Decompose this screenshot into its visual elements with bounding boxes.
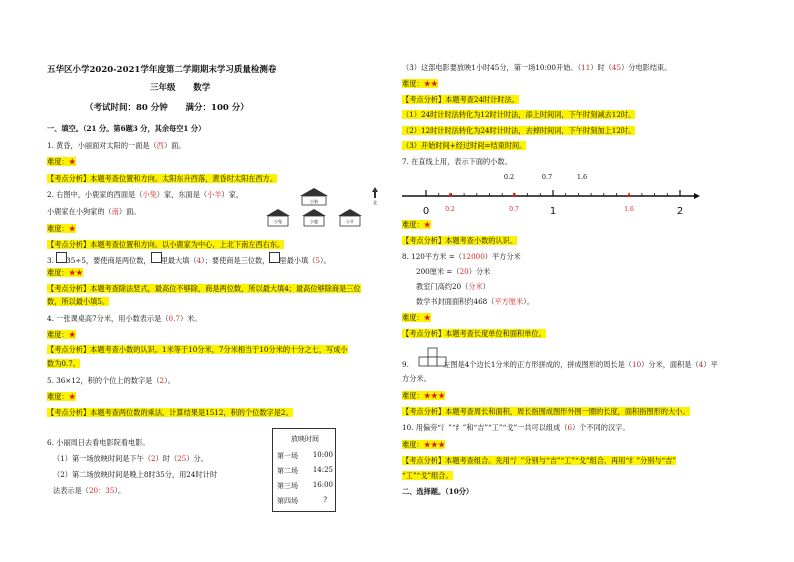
schedule-table xyxy=(272,428,336,512)
question-4: 4. 一张课桌高7分米，用小数表示是（0.7）米。 xyxy=(47,314,202,323)
question-2-line1: 2. 右图中，小鹿家的西面是（小兔）家，东面是（小羊）家， xyxy=(47,190,244,199)
question-8-line3: 教室门高约20（分米） xyxy=(416,282,490,291)
house-left xyxy=(266,209,290,226)
analysis-6-line3: （2）12时计时法转化为24时计时法，去掉时间词，下午时刻加上12时。 xyxy=(402,126,636,135)
difficulty-6: 难度：★★ xyxy=(402,79,438,88)
analysis-1: 【考点分析】本题考查位置和方向。太阳东升西落，黄昏时太阳在西方。 xyxy=(47,174,278,183)
question-8-line1: 8. 120平方米 =（12000）平方分米 xyxy=(402,252,521,261)
question-9-line2: 方分米。 xyxy=(402,374,431,383)
schedule-row: 第二场 14:25 xyxy=(277,466,333,475)
top-label: 1.6 xyxy=(576,173,588,181)
difficulty-5: 难度：★ xyxy=(47,392,76,401)
top-label: 0.7 xyxy=(541,173,553,181)
grade-subject: 三年级 数学 xyxy=(150,83,211,93)
answer-label: 0.7 xyxy=(509,206,519,213)
question-6-part1: （1）第一场放映时间是下午（2）时（25）分。 xyxy=(53,454,208,463)
schedule-row: 第一场 10:00 xyxy=(277,451,333,460)
difficulty-10: 难度：★★★ xyxy=(402,440,446,449)
house-top xyxy=(300,188,328,205)
question-8-line4: 数学书封面面积约468（平方厘米）。 xyxy=(416,297,534,306)
analysis-4-line2: 数为0.7。 xyxy=(47,359,80,368)
answer-marker xyxy=(512,192,516,197)
top-label: 0.2 xyxy=(503,173,515,181)
tick-label: 1 xyxy=(549,206,557,217)
difficulty-1: 难度：★ xyxy=(47,157,76,166)
question-7: 7. 在直线上用，表示下面的小数。 xyxy=(402,157,512,166)
question-10: 10. 用偏旁“氵”“纟”和“吉”“工”“戈”一共可以组成（6）个不同的汉字。 xyxy=(402,423,630,432)
difficulty-2: 难度：★ xyxy=(47,224,76,233)
analysis-5: 【考点分析】本题考查两位数的乘法，计算结果是1512，积的个位数字是2。 xyxy=(47,408,293,417)
exam-info: （考试时间：80 分钟 满分：100 分） xyxy=(85,103,249,113)
analysis-4-line1: 【考点分析】本题考查小数的认识。1米等于10分米，7分米相当于10分米的十分之七，写成小 xyxy=(47,345,348,354)
question-6-part2b: 法表示是（20：35）。 xyxy=(53,486,126,495)
question-6-part3: （3）这部电影要放映1小时45分，第一场10:00开始。（11）时（45）分电影结束。 xyxy=(402,63,672,72)
tick-label: 2 xyxy=(676,206,684,217)
question-9: 9. 左图是4个边长1分米的正方形拼成的，拼成图形的周长是（10）分米，面积是（4）平 xyxy=(402,360,718,369)
difficulty-8: 难度：★ xyxy=(402,313,431,322)
analysis-8: 【考点分析】本题考查长度单位和面积单位。 xyxy=(402,329,546,338)
house-map-diagram xyxy=(264,184,384,232)
tick-group xyxy=(426,190,680,196)
question-6-part2: （2）第二场放映时间是晚上8时35分，用24时计时 xyxy=(53,470,218,479)
difficulty-7: 难度：★ xyxy=(402,220,431,229)
difficulty-9: 难度：★★★ xyxy=(402,391,446,400)
analysis-9: 【考点分析】本题考查周长和面积，周长指围成图形外围一圈的长度，面积指图形的大小。 xyxy=(402,407,690,416)
analysis-3-line2: 数，所以最小填5。 xyxy=(47,297,110,306)
svg-text:小鹿: 小鹿 xyxy=(310,219,318,224)
tick-label: 0 xyxy=(422,206,430,217)
question-5: 5. 36×12，积的个位上的数字是（2）。 xyxy=(47,376,175,385)
house-middle xyxy=(302,209,326,226)
schedule-row: 第四场 ? xyxy=(277,496,327,505)
schedule-title: 放映时间 xyxy=(291,435,319,443)
arrow-head-icon xyxy=(694,193,700,199)
question-6: 6. 小丽周日去看电影院看电影。 xyxy=(47,438,150,447)
section-heading-fill: 一、填空。（21 分。第6题3 分，其余每空1 分） xyxy=(47,124,206,133)
question-1: 1. 黄昏，小丽面对太阳的一面是（西）面。 xyxy=(47,141,186,150)
section-heading-choice: 二、选择题。（10分） xyxy=(402,487,474,496)
number-line xyxy=(402,170,702,218)
svg-text:北: 北 xyxy=(373,200,377,205)
difficulty-4: 难度：★ xyxy=(47,330,76,339)
answer-label: 0.2 xyxy=(445,206,455,213)
analysis-7: 【考点分析】本题考查小数的认识。 xyxy=(402,236,518,245)
analysis-6-line1: 【考点分析】本题考查24时计时法。 xyxy=(402,95,519,104)
schedule-row: 第三场 16:00 xyxy=(277,481,333,490)
answer-marker xyxy=(627,192,631,197)
difficulty-3: 难度：★★ xyxy=(47,268,83,277)
analysis-2: 【考点分析】本题考查位置和方向。以小鹿家为中心，上北下南左西右东。 xyxy=(47,240,285,249)
analysis-6-line4: （3）开始时间+经过时间=结束时间。 xyxy=(402,141,527,150)
exam-title: 五华区小学2020-2021学年度第二学期期末学习质量检测卷 xyxy=(47,65,277,75)
question-3: 3. 35÷5，要使商是两位数， 里最大填（4）；要使商是三位数， 里最小填（5）。 xyxy=(47,252,331,265)
svg-text:小兔: 小兔 xyxy=(274,219,282,224)
analysis-10-line1: 【考点分析】本题考查组合。先用“氵”分别与“吉”“工”“戈”组合，再用“纟”分别与“吉” xyxy=(402,456,677,465)
analysis-10-line2: “工”“戈”组合。 xyxy=(402,471,453,480)
analysis-3-line1: 【考点分析】本题考查除法竖式，最高位不够除，商是两位数，所以最大填4；最高位够除商是三位 xyxy=(47,284,361,293)
question-8-line2: 200厘米 =（20）分米 xyxy=(416,267,491,276)
house-right xyxy=(338,209,362,226)
analysis-6-line2: （1）24时计时法转化为12时计时法，添上时间词，下午时刻减去12时。 xyxy=(402,110,636,119)
answer-label: 1.6 xyxy=(624,206,634,213)
north-arrow-icon xyxy=(372,187,378,205)
svg-text:小羊: 小羊 xyxy=(346,219,354,224)
question-2-line2: 小鹿家在小狗家的（南）面。 xyxy=(47,207,141,216)
svg-text:小狗: 小狗 xyxy=(310,199,318,204)
